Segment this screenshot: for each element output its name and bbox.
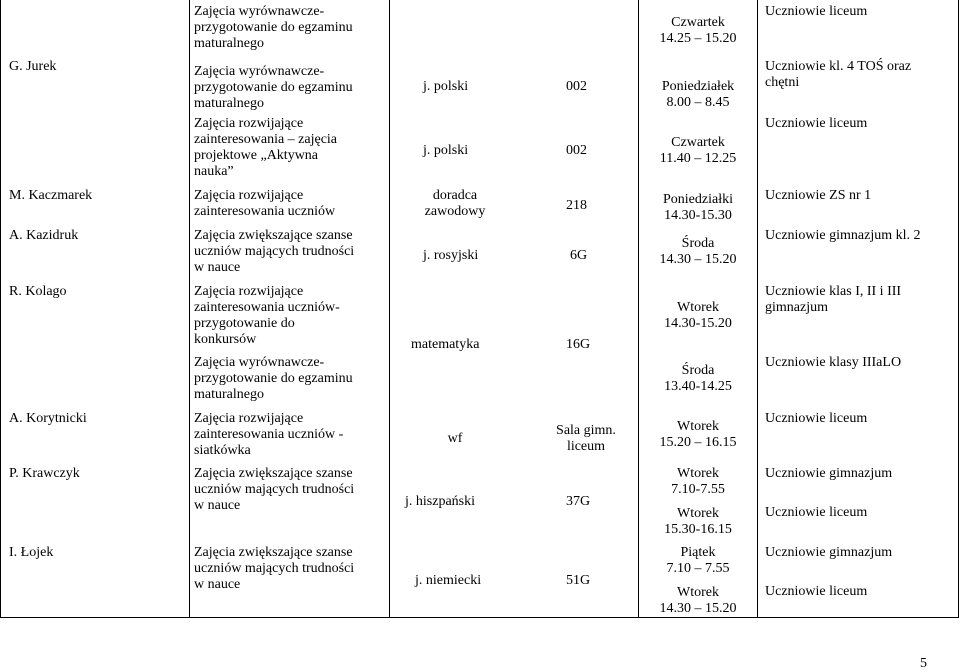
teacher-name: P. Krawczyk [9, 466, 80, 481]
participants-cell: Uczniowie ZS nr 1 [765, 188, 872, 203]
participants-cell: Uczniowie liceum [765, 4, 868, 19]
subject-cell: j. polski [423, 79, 469, 94]
teacher-name: I. Łojek [9, 545, 54, 560]
table-border-left [0, 0, 1, 618]
participants-cell: Uczniowie gimnazjum [765, 466, 893, 481]
column-divider-1 [189, 0, 190, 618]
room-cell: 37G [566, 494, 591, 509]
participants-cell: Uczniowie liceum [765, 411, 868, 426]
teacher-name: A. Korytnicki [9, 411, 87, 426]
room-cell: 6G [570, 248, 588, 263]
room-cell: 51G [566, 573, 591, 588]
column-divider-2 [389, 0, 390, 618]
room-cell: 16G [566, 337, 591, 352]
participants-cell: Uczniowie liceum [765, 505, 868, 520]
subject-cell: j. niemiecki [415, 573, 482, 588]
participants-cell: Uczniowie gimnazjum kl. 2 [765, 228, 921, 243]
subject-cell: doradca zawodowy [424, 188, 486, 219]
subject-cell: wf [447, 431, 463, 446]
room-cell: 002 [566, 79, 587, 94]
schedule-cell: Piątek 7.10 – 7.55 [666, 545, 730, 576]
subject-cell: j. hiszpański [405, 494, 475, 509]
room-cell: 218 [566, 198, 587, 213]
room-cell: Sala gimn. liceum [556, 423, 616, 454]
participants-cell: Uczniowie klasy IIIaLO [765, 355, 902, 370]
activity-cell: Zajęcia rozwijające zainteresowania uczniów- przygotowanie do konkursów [194, 284, 340, 347]
participants-cell: Uczniowie liceum [765, 584, 868, 599]
page-number: 5 [920, 656, 927, 671]
teacher-name: G. Jurek [9, 59, 57, 74]
participants-cell: Uczniowie kl. 4 TOŚ oraz chętni [765, 59, 912, 90]
participants-cell: Uczniowie liceum [765, 116, 868, 131]
activity-cell: Zajęcia wyrównawcze- przygotowanie do egzaminu maturalnego [194, 64, 353, 111]
activity-cell: Zajęcia rozwijające zainteresowania – zajęcia projektowe „Aktywna nauka” [194, 116, 338, 179]
schedule-cell: Wtorek 7.10-7.55 [671, 466, 725, 497]
room-cell: 002 [566, 143, 587, 158]
schedule-cell: Czwartek 11.40 – 12.25 [659, 135, 737, 166]
activity-cell: Zajęcia zwiększające szanse uczniów mających trudności w nauce [194, 545, 355, 592]
activity-cell: Zajęcia wyrównawcze- przygotowanie do egzaminu maturalnego [194, 355, 353, 402]
activity-cell: Zajęcia rozwijające zainteresowania uczniów - siatkówka [194, 411, 344, 458]
schedule-cell: Środa 13.40-14.25 [664, 363, 732, 394]
teacher-name: M. Kaczmarek [9, 188, 93, 203]
subject-cell: j. polski [423, 143, 469, 158]
teacher-name: R. Kolago [9, 284, 67, 299]
schedule-cell: Czwartek 14.25 – 15.20 [659, 15, 737, 46]
schedule-cell: Wtorek 14.30 – 15.20 [659, 585, 737, 616]
activity-cell: Zajęcia rozwijające zainteresowania uczniów [194, 188, 336, 219]
column-divider-3 [638, 0, 639, 618]
activity-cell: Zajęcia zwiększające szanse uczniów mających trudności w nauce [194, 228, 355, 275]
schedule-cell: Poniedziałek 8.00 – 8.45 [661, 79, 735, 110]
schedule-cell: Wtorek 14.30-15.20 [664, 300, 732, 331]
participants-cell: Uczniowie klas I, II i III gimnazjum [765, 284, 902, 315]
subject-cell: matematyka [411, 337, 480, 352]
subject-cell: j. rosyjski [423, 248, 479, 263]
table-border-bottom [0, 617, 959, 618]
column-divider-4 [757, 0, 758, 618]
participants-cell: Uczniowie gimnazjum [765, 545, 893, 560]
activity-cell: Zajęcia zwiększające szanse uczniów mających trudności w nauce [194, 466, 355, 513]
schedule-cell: Poniedziałki 14.30-15.30 [663, 192, 733, 223]
schedule-cell: Środa 14.30 – 15.20 [659, 236, 737, 267]
schedule-cell: Wtorek 15.30-16.15 [664, 506, 732, 537]
teacher-name: A. Kazidruk [9, 228, 79, 243]
schedule-cell: Wtorek 15.20 – 16.15 [659, 419, 737, 450]
table-border-right [958, 0, 959, 618]
activity-cell: Zajęcia wyrównawcze- przygotowanie do egzaminu maturalnego [194, 4, 353, 51]
